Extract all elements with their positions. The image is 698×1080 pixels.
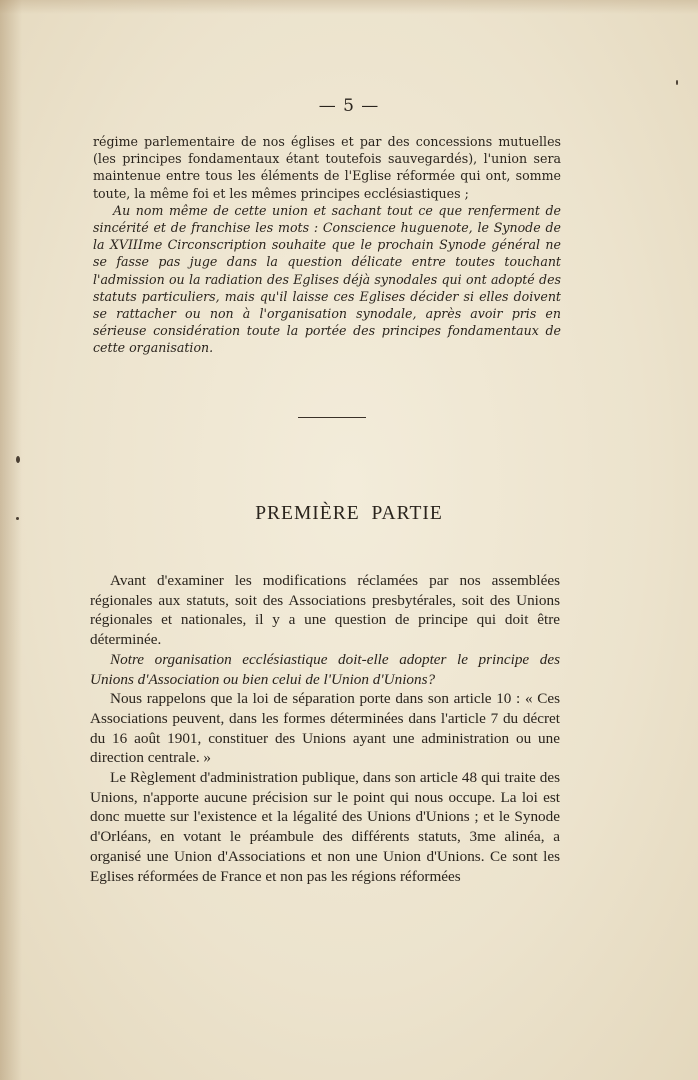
page-edge-shadow (0, 0, 22, 1080)
intro-resolution-paragraph: Au nom même de cette union et sachant tout ce que renferment de sincérité et de franchise les mots : Conscience huguenote, le Synode de la XVIIIme Circonscription souhaite que le prochain Synode général ne se fasse pas juge dans la question délicate entre toutes touchant l'admission ou la radiation des Eglises déjà synodales qui ont adopté des statuts particuliers, mais qu'il laisse ces Eglises décider si elles doivent se rattacher ou non à l'organisation synodale, après avoir pris en sérieuse considération toute la portée des principes fondamentaux de cette organisation. (93, 202, 561, 356)
body-paragraph: Nous rappelons que la loi de séparation porte dans son article 10 : « Ces Associations peuvent, dans les formes déterminées dans l'article 7 du décret du 16 août 1901, constituer des Unions ayant une administration ou une direction centrale. » (90, 690, 560, 767)
body-section (90, 571, 560, 886)
page-top-shadow (0, 0, 698, 14)
body-paragraph: Avant d'examiner les modifications réclamées par nos assemblées régionales aux statuts, soit des Associations presbytérales, soit des Unions régionales et nationales, il y a une question de principe qui doit être déterminée. (90, 572, 560, 649)
body-paragraph: Le Règlement d'administration publique, dans son article 48 qui traite des Unions, n'apporte aucune précision sur le point qui nous occupe. La loi est donc muette sur l'existence et la légalité des Unions d'Unions ; et le Synode d'Orléans, en votant le préambule des différents statuts, 3me alinéa, a organisé une Union d'Associations et non une Union d'Unions. Ce sont les Eglises réformées de France et non pas les régions réformées (90, 769, 560, 885)
paper-speck (16, 456, 20, 463)
section-heading: PREMIÈRE PARTIE (255, 503, 443, 524)
body-question-paragraph: Notre organisation ecclésiastique doit-elle adopter le principe des Unions d'Association ou bien celui de l'Union d'Unions? (90, 650, 560, 688)
intro-section (93, 133, 561, 357)
paper-speck (676, 80, 678, 85)
section-divider (298, 417, 366, 418)
intro-paragraph: régime parlementaire de nos églises et par des concessions mutuelles (les principes fondamentaux étant toutefois sauvegardés), l'union sera maintenue entre tous les éléments de l'Eglise réformée qui ont, somme toute, la même foi et les mêmes principes ecclésiastiques ; (93, 134, 561, 201)
paper-speck (16, 517, 19, 520)
page-number: — 5 — (318, 96, 380, 116)
